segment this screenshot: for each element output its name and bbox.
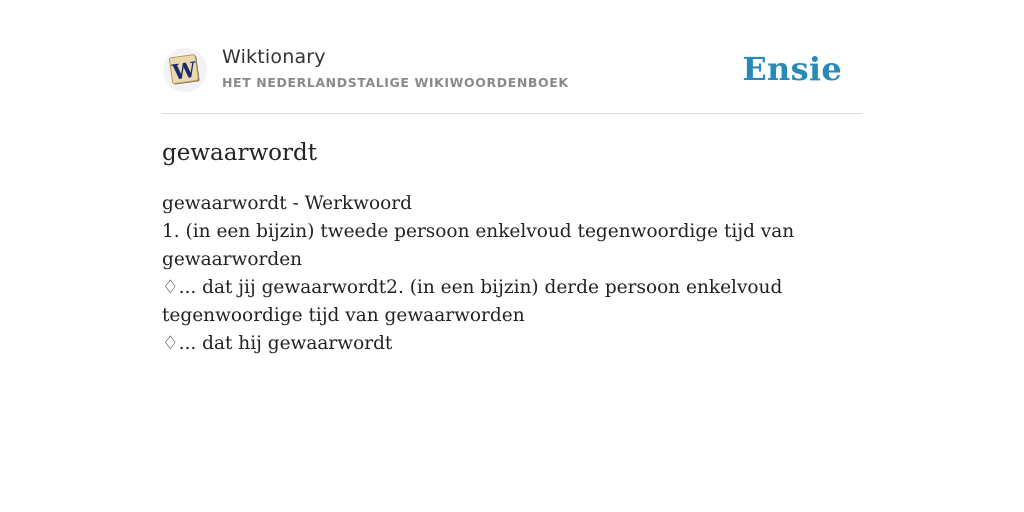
wiktionary-logo-icon[interactable] (162, 47, 208, 93)
page-title: gewaarwordt (162, 140, 317, 166)
page-container (162, 0, 862, 358)
ensie-brand-link[interactable]: Ensie (742, 50, 842, 88)
site-header (162, 0, 862, 114)
site-title[interactable]: Wiktionary (222, 46, 326, 68)
example-1-and-definition-2: ♢... dat jij gewaarwordt2. (in een bijzin) derde persoon enkelvoud tegenwoordige tijd van gewaarworden (162, 277, 783, 326)
entry-headline: gewaarwordt - Werkwoord (162, 193, 412, 214)
dictionary-entry (162, 190, 862, 358)
example-2: ♢... dat hij gewaarwordt (162, 333, 393, 354)
definition-1: 1. (in een bijzin) tweede persoon enkelvoud tegenwoordige tijd van gewaarworden (162, 221, 795, 270)
site-subtitle: HET NEDERLANDSTALIGE WIKIWOORDENBOEK (222, 75, 569, 90)
svg-text:W: W (170, 56, 198, 85)
